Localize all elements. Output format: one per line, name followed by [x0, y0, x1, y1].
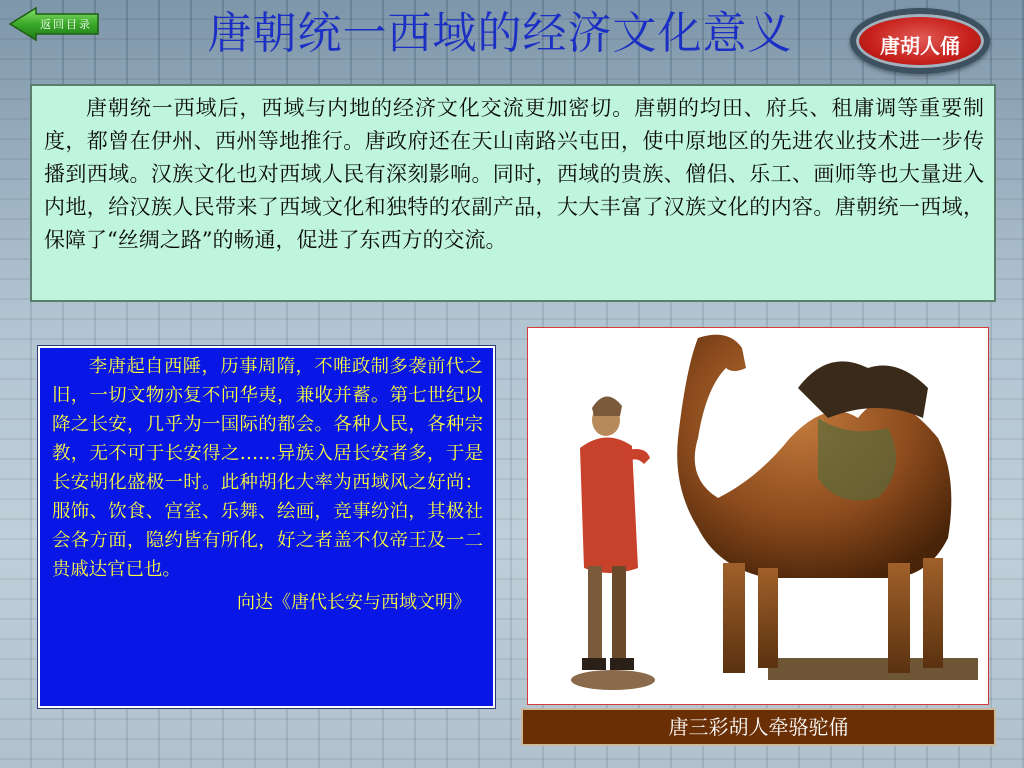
photo-caption: 唐三彩胡人牵骆驼俑: [521, 708, 996, 746]
back-button-label: 返回目录: [40, 18, 92, 31]
intro-text-box: [30, 84, 996, 302]
quote-box: [38, 346, 495, 708]
quote-source: 向达《唐代长安与西域文明》: [237, 592, 471, 613]
page-title: 唐朝统一西域的经济文化意义: [207, 8, 793, 59]
figurine-button-label: 唐胡人俑: [880, 34, 960, 58]
intro-paragraph: 唐朝统一西域后，西域与内地的经济文化交流更加密切。唐朝的均田、府兵、租庸调等重要制度，都曾在伊州、西州等地推行。唐政府还在天山南路兴屯田，使中原地区的先进农业技术进一步传播到西域。汉族文化也对西域人民有深刻影响。同时，西域的贵族、僧侣、乐工、画师等也大量进入内地，给汉族人民带来了西域文化和独特的农副产品，大大丰富了汉族文化的内容。唐朝统一西域，保障了“丝绸之路”的畅通，促进了东西方的交流。: [44, 96, 984, 252]
camel-and-groom-image: [528, 328, 988, 704]
figurine-link-button[interactable]: [850, 8, 990, 74]
figurine-photo: [527, 327, 989, 705]
quote-paragraph: 李唐起自西陲，历事周隋，不唯政制多袭前代之旧，一切文物亦复不问华夷，兼收并蓄。第七世纪以降之长安，几乎为一国际的都会。各种人民，各种宗教，无不可于长安得之……异族入居长安者多，于是长安胡化盛极一时。此种胡化大率为西域风之好尚：服饰、饮食、宫室、乐舞、绘画，竞事纷泊，其极社会各方面，隐约皆有所化，好之者盖不仅帝王及一二贵戚达官已也。: [52, 356, 483, 580]
back-to-contents-button[interactable]: [8, 6, 100, 42]
